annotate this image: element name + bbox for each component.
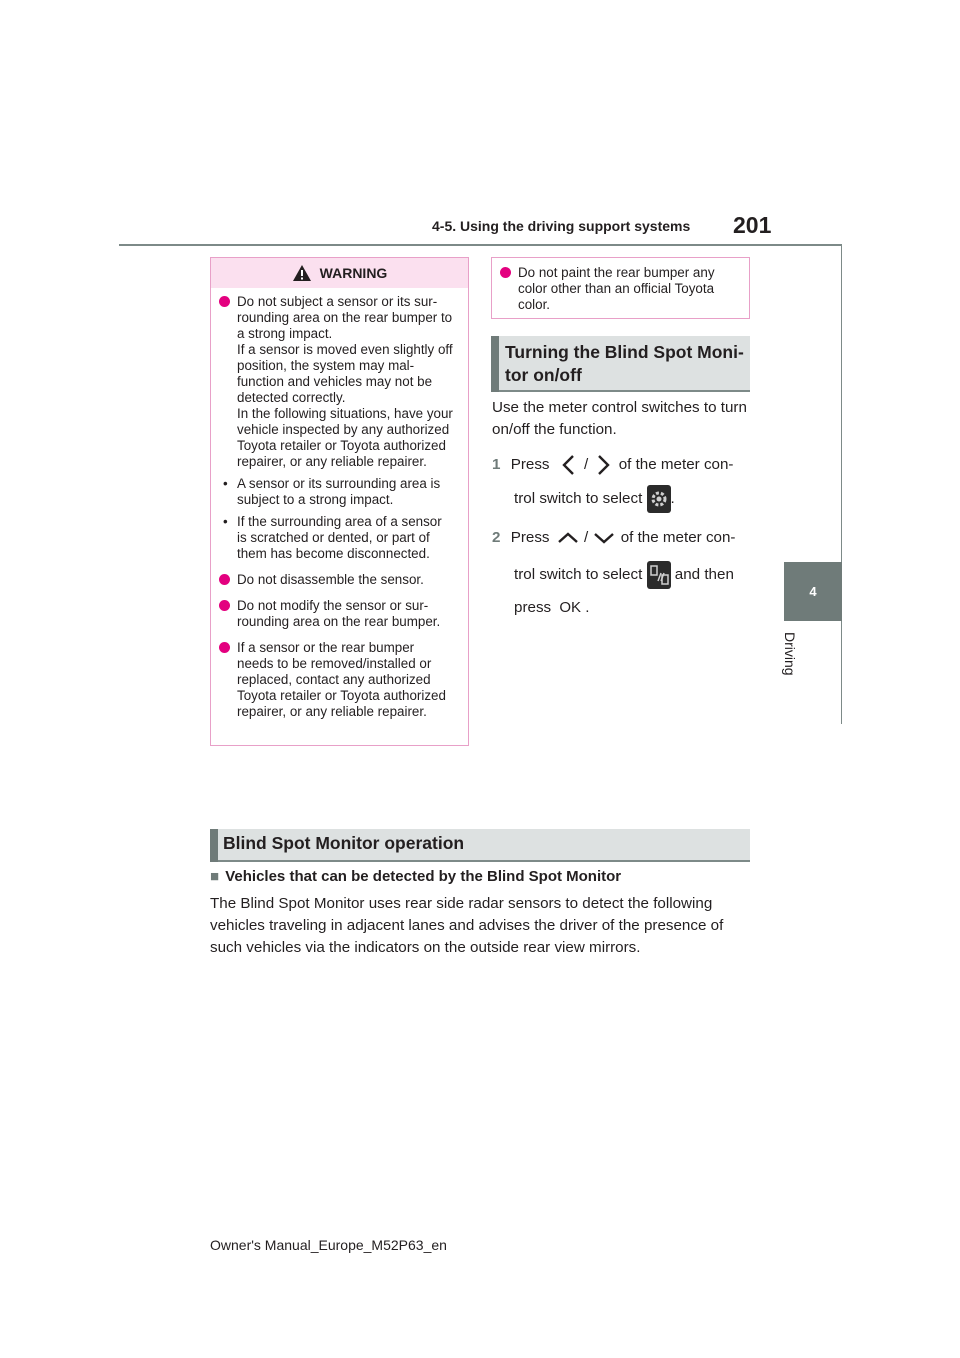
chapter-label: Driving xyxy=(782,632,798,676)
warning-title: WARNING xyxy=(319,265,388,281)
heading-line-1: Turning the Blind Spot Moni- xyxy=(505,342,744,362)
warning-header xyxy=(211,258,468,288)
turning-intro: Use the meter control switches to turn on/off the function. xyxy=(492,399,747,438)
warning-continued-box xyxy=(491,257,750,319)
warning-subitem: • If the surrounding area of a sensor is scratched or dented, or part of them has become disconnected. xyxy=(223,514,442,561)
warning-item: Do not modify the sensor or sur-rounding area on the rear bumper. xyxy=(219,598,454,630)
heading-line-2: tor on/off xyxy=(505,365,582,385)
heading-text: Blind Spot Monitor operation xyxy=(223,833,465,853)
page-number: 201 xyxy=(733,212,772,238)
bullet-dot-icon xyxy=(219,600,230,611)
warning-box xyxy=(210,257,469,746)
warning-item: Do not paint the rear bumper any color other than an official Toyota color. xyxy=(500,265,735,313)
chevron-right-icon xyxy=(592,453,614,477)
step-2-line-1: 2 Press / of the meter con- xyxy=(492,529,736,546)
step-1-line-2: trol switch to select . xyxy=(514,485,754,513)
section-heading-turning xyxy=(491,336,750,392)
chevron-up-icon xyxy=(556,528,580,548)
step-2-line-2: trol switch to select and then xyxy=(514,561,754,589)
driving-assist-icon xyxy=(647,561,671,589)
step-number: 2 xyxy=(492,529,501,546)
heading-marker xyxy=(491,336,499,392)
warning-subitem: • A sensor or its surrounding area is subject to a strong impact. xyxy=(223,476,441,507)
section-title: 4-5. Using the driving support systems xyxy=(432,218,691,234)
step-number: 1 xyxy=(492,456,501,474)
bullet-dot-icon xyxy=(219,574,230,585)
operation-subheading: ■ Vehicles that can be detected by the Blind Spot Monitor xyxy=(210,868,622,885)
bullet-dot-icon xyxy=(219,642,230,653)
warning-triangle-icon xyxy=(292,264,312,282)
warning-item: Do not disassemble the sensor. xyxy=(219,572,454,588)
warning-continued-body xyxy=(492,258,749,321)
heading-marker xyxy=(210,829,218,862)
warning-item: Do not subject a sensor or its sur-rounding area on the rear bumper to a strong impact. If a sensor is moved even slightly off position, the system may mal-function and vehicles may not be detected correctly. In the following situations, have your vehicle inspected by any authorized Toyota retailer or Toyota authorized repairer, or any reliable repairer. xyxy=(219,294,454,470)
side-divider xyxy=(841,244,842,724)
settings-gear-icon xyxy=(647,485,671,513)
bullet-dot-icon xyxy=(219,296,230,307)
square-bullet-icon: ■ xyxy=(210,868,220,885)
ok-button-icon: OK xyxy=(559,599,582,616)
footer-text: Owner's Manual_Europe_M52P63_en xyxy=(210,1237,447,1253)
chapter-tab: 4 xyxy=(784,562,842,621)
header-divider xyxy=(119,244,841,246)
warning-item: If a sensor or the rear bumper needs to be removed/installed or replaced, contact any authorized Toyota retailer or Toyota authorized repairer, or any reliable repairer. xyxy=(219,640,454,720)
chevron-down-icon xyxy=(592,528,616,548)
warning-body xyxy=(211,288,468,728)
section-heading-operation xyxy=(210,829,750,862)
step-1-line-1: 1 Press / of the meter con- xyxy=(492,453,757,477)
operation-paragraph: The Blind Spot Monitor uses rear side radar sensors to detect the following vehicles traveling in adjacent lanes and advises the driver of the presence of such vehicles via the indicators on the outside rear view mirrors. xyxy=(210,895,724,956)
step-2-line-3: press OK . xyxy=(514,599,590,616)
chevron-left-icon xyxy=(558,453,580,477)
bullet-dot-icon xyxy=(500,267,511,278)
